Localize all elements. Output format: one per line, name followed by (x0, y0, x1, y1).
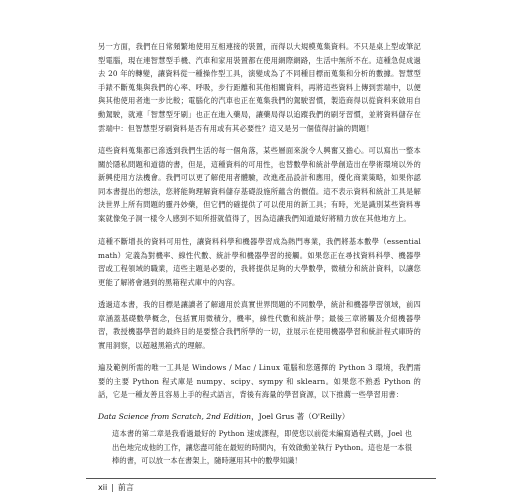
paragraph-tools: 遍及範例所需的唯一工具是 Windows / Mac / Linux 電腦和您選擇的 Python 3 環境，我們需要的主要 Python 程式庫是 numpy、scipy、sympy 和 sklearn。如果您不熟悉 Python 的話，它是一種友善且容易上手的程式語言，背後有海量的學習資源，以下推薦一些學習用書： (98, 363, 421, 400)
book-reference (98, 411, 428, 423)
reference-author: ，Joel Grus 著（O'Reilly） (251, 412, 350, 421)
paragraph-essential-math: 這種不斷增長的資料可用性，讓資料科學和機器學習成為熱門專業，我們將基本數學（essential math）定義為對機率、線性代數、統計學和機器學習的接觸。如果您正在尋找資料科學、機器學習或工程領域的職業，這些主題是必要的，我將提供足夠的大學數學，微積分和統計資料，以讓您更能了解將會遇到的黑箱程式庫中的內容。 (98, 237, 421, 287)
section-name: 前言 (117, 483, 134, 492)
reference-title: Data Science from Scratch, 2nd Edition (98, 412, 252, 421)
footer-divider (86, 478, 436, 479)
reference-description: 這本書的第二章是我看過最好的 Python 速成課程，即使您以前從未編寫過程式碼，Joel 也出色地完成他的工作，讓您盡可能在最短的時間內，有效啟動並執行 Python。這也是一本很棒的書，可以放一本在書架上，隨時運用其中的數學知識！ (112, 429, 412, 466)
footer-separator: | (111, 483, 114, 492)
paragraph-book-goals: 透過這本書，我的目標是讓讀者了解適用於真實世界問題的不同數學，統計和機器學習領域，前四章涵蓋基礎數學概念，包括實用微積分，機率，線性代數和統計學；最後三章將觸及介紹機器學習，教授機器學習的最終目的是要整合我們所學的一切，並展示在使用機器學習和統計程式庫時的實用洞察，以超越黑箱式的理解。 (98, 300, 421, 350)
page-footer (98, 482, 134, 494)
page-number: xii (98, 483, 108, 492)
paragraph-data-collection: 另一方面，我們在日常頻繁地使用互相連接的裝置，而得以大規模蒐集資料。不只是桌上型或筆記型電腦，現在連智慧型手機、汽車和家用裝置都在使用網際網路，生活中無所不在。這種急促成過去 20 年的轉變，讓資料從一種操作型工具，演變成為了不同種目標而蒐集和分析的數據。智慧型手錶不斷蒐集與我們的心率、呼吸，步行距離和其他相關資料，再將這些資料上傳到雲端中，以便與其他使用者進一步比較；電腦化的汽車也正在蒐集我們的駕駛習慣，製造商得以從資料來啟用自動駕駛，就連「智慧型牙刷」也正在進入藥局，讓藥局得以追蹤我們的刷牙習慣，並將資料儲存在雲端中：但智慧型牙刷資料是否有用或有其必要性？這又是另一個值得討論的問題！ (98, 42, 421, 133)
paragraph-privacy-opportunity: 這些資料蒐集都已滲透到我們生活的每一個角落，某些層面來說令人興奮又擔心。可以寫出一整本關於隱私問題和道德的書，但是，這種資料的可用性，也替數學和統計學創造出在學術環境以外的新興使用方法機會。我們可以更了解使用者體驗，改進產品設計和應用，優化商業策略，如果你認同本書提出的想法，您將能夠理解資料儲存基礎設施所蘊含的價值。這不表示資料和統計工具是解決世界上所有問題的靈丹妙藥，但它們的確提供了可以使用的新工具；有時，光是識別某些資料專案就像兔子洞一樣令人感到不知所措就值得了，因為這讓我們知道最好將精力放在其他地方上。 (98, 146, 421, 223)
